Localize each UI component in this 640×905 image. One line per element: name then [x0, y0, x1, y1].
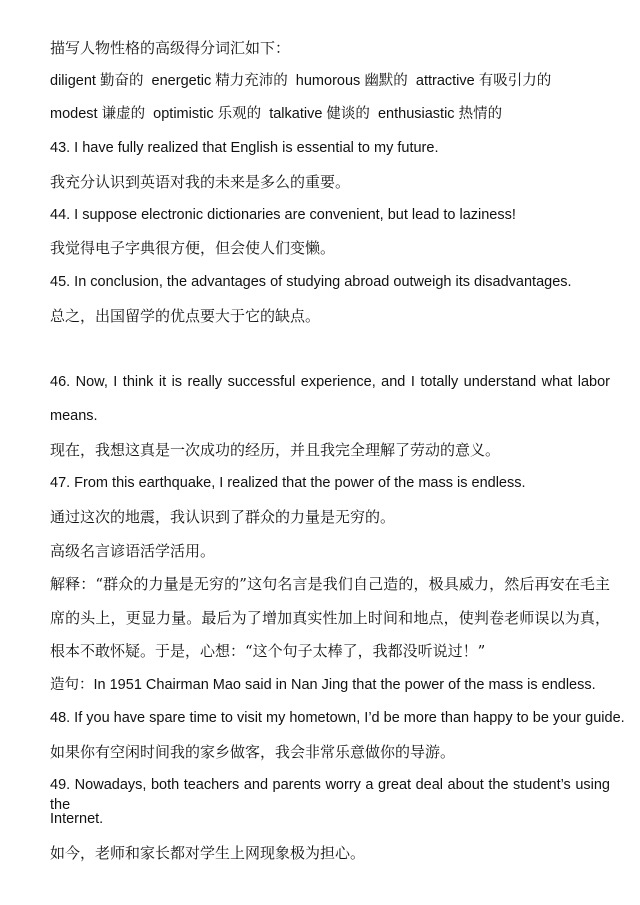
sentence-49-en-line-1: 49. Nowadays, both teachers and parents worry a great deal about the student’s using the [50, 777, 610, 813]
vocab-cn: 精力充沛的 [215, 73, 288, 89]
vocab-cn: 热情的 [458, 106, 503, 122]
sentence-43-cn: 我充分认识到英语对我的未来是多么的重要。 [50, 173, 351, 191]
vocab-cn: 谦虚的 [101, 106, 146, 122]
sentence-48-cn: 如果你有空闲时间我的家乡做客，我会非常乐意做你的导游。 [50, 743, 456, 761]
vocab-cn: 乐观的 [217, 106, 262, 122]
vocab-en: energetic [151, 73, 212, 89]
sentence-49-en-line-2: Internet. [50, 811, 104, 827]
vocab-en: optimistic [153, 106, 214, 122]
sentence-47-cn: 通过这次的地震，我认识到了群众的力量是无穷的。 [50, 508, 396, 526]
sentence-44-en: 44. I suppose electronic dictionaries are convenient, but lead to laziness! [50, 207, 516, 223]
vocab-en: attractive [415, 73, 475, 89]
sentence-46-cn: 现在，我想这真是一次成功的经历，并且我完全理解了劳动的意义。 [50, 441, 501, 459]
explanation-line-1: 解释：“群众的力量是无穷的”这句名言是我们自己造的，极具威力，然后再安在毛主 [50, 575, 610, 593]
intro-heading: 描写人物性格的高级得分词汇如下： [50, 39, 291, 57]
sentence-49-cn: 如今，老师和家长都对学生上网现象极为担心。 [50, 844, 366, 862]
quote-heading: 高级名言谚语活学活用。 [50, 542, 216, 560]
vocab-en: talkative [269, 106, 323, 122]
vocab-en: enthusiastic [377, 106, 455, 122]
sentence-45-en: 45. In conclusion, the advantages of studying abroad outweigh its disadvantages. [50, 274, 572, 290]
sentence-46-en-line-1: 46. Now, I think it is really successful experience, and I totally understand what labor [50, 374, 610, 390]
sentence-43-en: 43. I have fully realized that English is essential to my future. [50, 140, 439, 156]
vocab-cn: 有吸引力的 [478, 73, 552, 89]
vocab-line-2 [50, 104, 502, 124]
vocab-en: humorous [295, 73, 361, 89]
vocab-en: modest [50, 106, 98, 122]
vocab-line-1 [50, 71, 551, 91]
vocab-cn: 勤奋的 [99, 73, 144, 89]
example-sentence [50, 675, 596, 695]
example-label: 造句： [50, 677, 94, 693]
sentence-48-en: 48. If you have spare time to visit my hometown, I’d be more than happy to be your guide. [50, 710, 625, 726]
vocab-en: diligent [50, 73, 96, 89]
sentence-44-cn: 我觉得电子字典很方便，但会使人们变懒。 [50, 239, 336, 257]
sentence-45-cn: 总之，出国留学的优点要大于它的缺点。 [50, 307, 321, 325]
example-text: In 1951 Chairman Mao said in Nan Jing that the power of the mass is endless. [93, 677, 596, 693]
explanation-line-2: 席的头上，更显力量。最后为了增加真实性加上时间和地点，使判卷老师误以为真， [50, 609, 610, 627]
sentence-47-en: 47. From this earthquake, I realized that the power of the mass is endless. [50, 475, 526, 491]
vocab-cn: 幽默的 [364, 73, 408, 89]
explanation-line-3: 根本不敢怀疑。于是，心想：“这个句子太棒了，我都没听说过！” [50, 642, 486, 660]
vocab-cn: 健谈的 [326, 106, 370, 122]
sentence-46-en-line-2: means. [50, 408, 98, 424]
